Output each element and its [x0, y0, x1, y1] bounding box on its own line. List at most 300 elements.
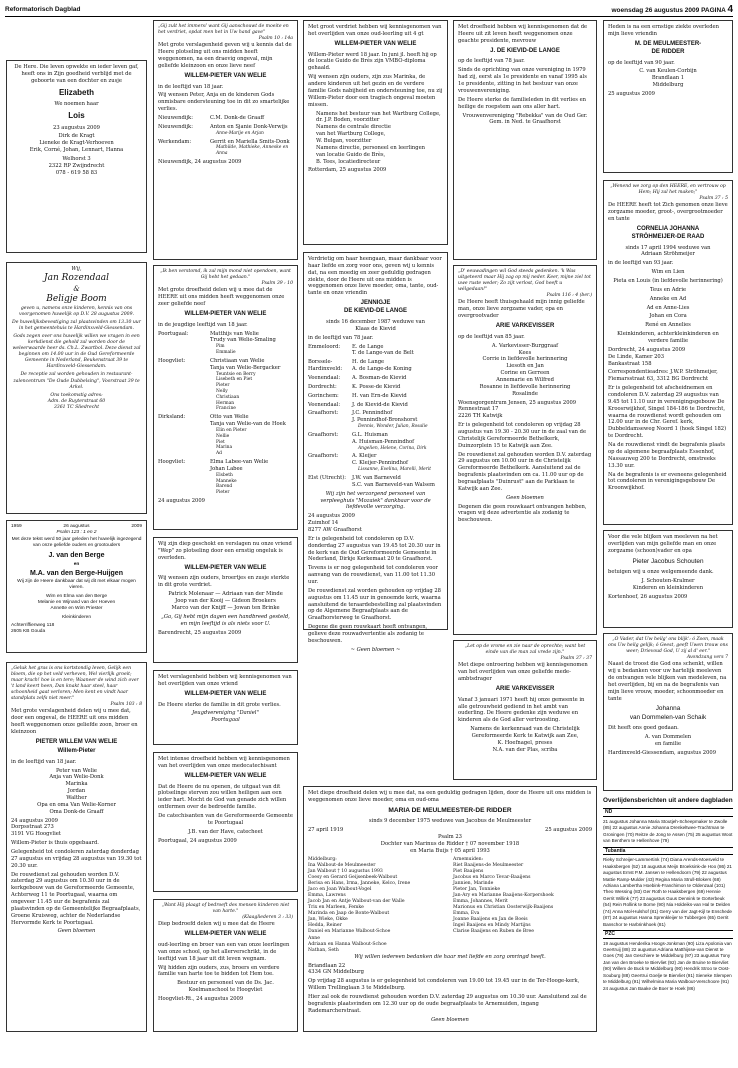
- obituary-college: [303, 20, 448, 245]
- future-address: Ons toekomstig adres: Adm. de Ruyterstraat 60 3361 TC Sliedrecht: [47, 392, 106, 410]
- row-kids: Anne-Marije en Arjan: [216, 130, 264, 136]
- row-names: [352, 375, 406, 382]
- overview-item: 21 augustus Johanna Maria Stoutjeh-Scheepmaker te Zwolle (85): [603, 819, 728, 831]
- family-right: Arnemuiden: Riet Baaijens-de Meulmeester Piet Baaijens Jacobus en Marco Tevar-Baaijens Jannien, Marinde Pieter Jan, Tonnieke Jan-Ary en Marianne Baaijens-Korpershoek Emma, Johannes, Merit Marionus en Christian Oosterwijk-Baaijens Emma, Eva Joanne Baaijens en Jan de Boeis Ingel Baaijens en Mindy Martijns Clarise Baaijens en Ruben de Bree: [453, 856, 554, 935]
- address: Welhorst 3 2322 RP Zwijndrecht 078 - 619 58 83: [48, 155, 105, 176]
- obituary-text: Wij zijn diep geschokt en verslagen nu onze vriend "Wep" zo plotseling door een ernstig ongeluk is overleden.: [158, 541, 292, 561]
- obituary-text: De Heere heeft thuisgehaald mijn innig geliefde man, onze lieve zorgzame vader, opa en overgrootvader: [458, 299, 585, 320]
- row-place: Dordrecht:: [308, 383, 337, 390]
- and-glyph: &: [73, 284, 80, 293]
- family-row: [158, 124, 293, 137]
- birth-date: 23 augustus 2009: [53, 124, 100, 131]
- deceased-age: in de leeftijd van 18 jaar.: [11, 758, 77, 765]
- overview-sections: [603, 808, 733, 991]
- date: 25 augustus 2009: [608, 90, 655, 97]
- no-flowers: Geen bloemen: [57, 928, 96, 935]
- overview-list: [603, 941, 733, 992]
- deceased-name: WILLEM-PIETER VAN WELIE: [184, 72, 267, 79]
- obituary-verse: „O Vader, dat Uw heilg' ons blijk': ó Zoon, maak ons Uw heilg gelijk; ó Geest, geeft Uwen trouw ons weer; Drievoud God, U zij al d' eer.": [608, 637, 728, 655]
- row-place: Nieuwendijk:: [158, 123, 193, 130]
- deceased-name: WILLEM-PIETER VAN WELIE: [184, 690, 267, 697]
- family-columns: [308, 857, 592, 954]
- row-names: [352, 402, 408, 409]
- row-name: Christiaan van Welie Tanja van Welie-Bergacker: [210, 357, 281, 371]
- row-place: Dirksland:: [158, 414, 186, 421]
- page-date-number: woensdag 26 augustus 2009 PAGINA 4: [611, 4, 733, 15]
- overview-item: 24 augustus Jan Baake de Boer te Hoek (86): [603, 985, 695, 991]
- verse-ref: Psalm 37 : 37: [560, 656, 592, 662]
- row-name: H. van Ern-de Kievid: [352, 392, 407, 399]
- family-row: [158, 358, 293, 412]
- row-names: [210, 124, 288, 137]
- obituary-text: Met intense droefheid hebben wij kennisgenomen van het overlijden van onze medecatechisant: [158, 756, 290, 769]
- wife-name: M.A. van den Berge-Huijgen: [30, 569, 123, 577]
- row-names: [210, 331, 276, 356]
- row-names: [210, 414, 286, 457]
- groom-name: Jan Rozendaal: [43, 272, 110, 283]
- overview-item: Anna Mol-Hulshof (81): [612, 908, 659, 914]
- wish-text: Dat de Heere de nu openen, de uitgaat van dit plotselinge sterven zou willen heiligen aan een ieder hart. Mocht de God van genade zich willen ontfermen over de bedroefde familie.: [158, 783, 287, 811]
- friend-pair: Patrick Molenaar — Adriaan van der Minde: [168, 591, 283, 598]
- deceased-name: Johanna van Dommelen-van Schaik: [629, 705, 707, 721]
- overview-item: Liza Apolonia van Geertruij (88): [603, 940, 732, 952]
- row-names: [352, 475, 435, 489]
- grandchildren: Kleinkinderen, achterkleinkinderen en verdere familie: [617, 331, 719, 345]
- death-date: Dordrecht, 24 augustus 2009: [608, 346, 686, 353]
- condolence-info-2: Tevens is er nog gelegenheid tot condoleren voor aanvang van de rouwdienst, van 11.00 tot 11.30 uur.: [308, 565, 438, 586]
- obituary-de-kievid: [303, 252, 448, 653]
- obituary-text-3: Wij hidden zijn ouders, zus, broers en verdere familie van harte toe te bidden tot Hem toe.: [158, 964, 280, 978]
- deceased-name: WILLEM-PIETER VAN WELIE: [184, 310, 267, 317]
- obituary-strohmeijer: [603, 180, 733, 525]
- laid-out-note: Willem-Pieter is thuis opgebaard.: [11, 840, 99, 847]
- page-header: [5, 2, 733, 17]
- obituary-uncles: [153, 265, 298, 530]
- death-date: 24 augustus 2009: [11, 817, 58, 824]
- catechist: J.B. van der Have, catecheet: [188, 828, 263, 835]
- row-name: E. de Lange T. de Lange-van de Belt: [352, 343, 414, 357]
- row-name: G.L. Huisman A. Huisman-Pennindhof: [352, 431, 415, 445]
- row-place: Hoogvliet:: [158, 459, 186, 466]
- deceased-name: WILLEM-PIETER VAN WELIE: [184, 772, 267, 779]
- deceased-age: in de leeftijd van 93 jaar.: [608, 260, 674, 267]
- row-place: Graafhorst:: [308, 410, 339, 417]
- row-place: Werkendam:: [158, 138, 192, 145]
- row-place: Elst (Utrecht):: [308, 475, 346, 482]
- funeral-info: De rouwdienst zal gehouden worden D.V. zaterdag 29 augustus om 10.30 uur in de kerkgebouw van de Gereformeerde Gemeente, Achterweg 11 te Poortugaal, waarna om ongeveer 11.45 uur de begrafenis zal plaatsvinden op de Gemeentelijke Begraafplaats, Groene Kruisweg, achter de Nederlandse Hervormde Kerk te Poortugaal.: [11, 871, 141, 926]
- row-names: [210, 139, 293, 157]
- overview-item: Geertrui Goelje te Biervliet (91): [631, 972, 695, 978]
- family-list: Peter van Welie Anja van Welie-Donk Marinka Jordan Walther Opa en oma Van Welie-Korner Oma Donk-de Graaff: [37, 767, 116, 815]
- obituary-catechism: [153, 752, 298, 892]
- condolence-info-2: Na de begrafenis is er eveneens gelegenheid tot condoleren in verenigingsgebouw De Kroonwijkhof.: [608, 471, 727, 492]
- deceased-age: op de leeftijd van 78 jaar.: [458, 58, 525, 65]
- obituary-text: Verdrietig om haar heengaan, maar dankbaar voor haar liefde en zorg voor ons, geven wij u kennis dat, na een moedig en zeer geduldig gedragen ziekte, door de Heere uit ons midden is weggenomen onze lieve moeder, oma, tante, oud-tante en onze vriendin: [308, 256, 442, 297]
- funeral-info: Hier zal ook de rouwdienst gehouden worden D.V. zaterdag 29 augustus om 10.30 uur. Aansluitend zal de begrafenis plaatsvinden om 12.30 uur op de oude begraafplaats te Arnemuiden, ingang Rademarcherstraat.: [308, 994, 587, 1014]
- family-member: Wim en Lien: [651, 269, 685, 276]
- signature: C. van Keulen-Corbijn Brandlaan 1 Middelburg: [639, 68, 697, 89]
- deceased-name: WILLEM-PIETER VAN WELIE: [334, 40, 417, 47]
- anniversary-date: 26 augustus: [63, 524, 90, 529]
- family-member: Johan en Cora: [649, 313, 687, 320]
- row-name: Elma Labee-van Welie Johan Labee: [210, 459, 269, 472]
- family-rows: [158, 115, 293, 157]
- condolence-info: Gelegenheid tot condoleren zaterdag donderdag 27 augustus en vrijdag 28 augustus van 19.30 tot 20.30 uur.: [11, 849, 142, 869]
- overview-item: Hennie Gerrit Willink (77): [603, 889, 721, 901]
- row-kids: Lissanne, Evelina, Marelli, Merit: [358, 467, 431, 473]
- overview-item: Jan de Bruine te Biervliet (90): [603, 959, 729, 972]
- obituary-verse: „D' eeuwadingen wil God steeds gedenken. 'k Was uitgeteerd maar Hij zag op mij neder. Keer, mijne ziel tot uwe ruste weder; Zo zijt verlost, God heeft u wélgedaan!": [458, 269, 591, 293]
- family-member: Anneke en Ad: [649, 295, 687, 302]
- obituary-text: Met grote verslagenheid delen wij u mee dat, door een ongeval, de HEERE uit ons midden heeft weggenomen onze geliefde zoon, broer en kleinzoon: [11, 708, 138, 736]
- anniversary-family: Wim en Elma van den Berge Melanie en Wijnand van der Hoeven Annette en Wim Priester: [37, 593, 116, 612]
- wedding-announcement: [6, 262, 147, 514]
- anniversary-verse: Psalm 123 : 1 en 2: [56, 530, 97, 536]
- row-place: Nieuwendijk:: [158, 114, 193, 121]
- row-kids: Angelien, Helene, Corina, Dirk: [358, 445, 427, 451]
- overview-item: 22 augustus Mattie Ramp-Mulder (43): [603, 870, 727, 882]
- thanks-text: Voor die vele blijken van meeleven na het overlijden van mijn geliefde man en onze zorgzame (schoon)vader en opa: [608, 534, 718, 554]
- deceased-name: CORNELIA JOHANNA STRÖHMEIJER-DE RAAD: [631, 225, 705, 240]
- correspondence: Correspondentieadres: J.W.P. Ströhmeijer, Fiemarsstraat 63, 3312 BG Dordrecht: [608, 369, 718, 383]
- obituary-womens-club: [453, 20, 597, 260]
- row-place: Veenendaal:: [308, 374, 341, 381]
- overview-item: 22 augustus Annie Johanna Drenkeltwee-Trachtman te Groningen (70): [603, 825, 725, 837]
- bride-name: Beligje Boom: [46, 293, 107, 304]
- family-row: [308, 410, 443, 430]
- row-kids: Mathilde, Mathieke, Anneske en Anna: [216, 145, 289, 157]
- deceased-age: in de leeftijd van 18 jaar.: [158, 83, 224, 90]
- verse-ref: Psalm 39 : 10: [261, 281, 293, 287]
- birth-date: 27 april 1919: [308, 827, 344, 834]
- funeral-info: De rouwdienst zal worden gehouden op vrijdag 28 augustus om 11.45 uur in genoemde kerk, waarna aansluitend de teraardebestelling zal plaatsvinden op de Algemene Begraafplaats aan de Graafhorsterweg te Graafhorst.: [308, 587, 442, 622]
- call-label: We noemen haar: [54, 101, 99, 108]
- overview-item: Hendrik Stroo te Oost-Souburg (88): [603, 966, 730, 978]
- wedding-intro: Wij,: [71, 266, 82, 272]
- family-row: [308, 453, 443, 473]
- obituary-text-2: Vanaf 3 januari 1971 heeft hij onze gemeente in alle getrouwheid gediend in het ambt van ouderling. De Heere gedenke zijn weduwe en kinderen als de God aller vertroosting.: [458, 696, 585, 724]
- verse-ref: Psalm 37 : 5: [699, 196, 728, 202]
- birth-intro: De Here. Die leven opwekte en ieder leven gaf, heeft ons in Zijn goedheid verblijd met de geboorte van een dochter en zusje: [14, 64, 139, 84]
- family-row: [308, 375, 443, 382]
- obituary-verse: „Want Hij plaagt of bedroeft des mensen kinderen niet van harte.": [161, 903, 290, 915]
- deceased-name: WILLEM-PIETER VAN WELIE: [184, 931, 267, 938]
- condolence-info: Er is gelegenheid tot afscheidnemen en condoleren D.V. zaterdag 29 augustus van 9.45 tot 11.10 uur in verenigingsgebouw De Kroosrwijkhof, Singel 184-186 te Dordrecht, waarna de rouwdienst wordt gehouden om 12.00 uur in de Chr. Geref. kerk, Dubbeldamseweg Noord 1 (hoek Singel 182) te Dordrecht.: [608, 385, 727, 440]
- overview-item: 23 augustus Guus Dennink te Gorterbeuk (54): [603, 895, 725, 908]
- obituary-varkevisser-family: [453, 265, 597, 635]
- family-row: [308, 359, 443, 373]
- deceased-name: JENNIGJE DE KIEVID-DE LANGE: [343, 300, 407, 315]
- psalm-ref: Psalm 23: [438, 834, 462, 841]
- obituary-grandmother: [153, 20, 298, 260]
- signature: Vrouwenvereniging "Rebekka" van de Oud Ger. Gem. in Ned. te Graafhorst: [462, 112, 588, 126]
- row-names: [352, 453, 431, 473]
- deceased-age: op de leeftijd van 90 jaar.: [608, 59, 675, 66]
- family-member: Pieta en Louis (in liefdevolle herinnering): [613, 278, 723, 285]
- deceased-name: WILLEM-PIETER VAN WELIE: [184, 564, 267, 571]
- life-dates: [308, 827, 592, 834]
- signature: J. Schouten-Kralmer Kinderen en kleinkinderen: [632, 577, 704, 591]
- no-flowers: Geen bloemen: [431, 1016, 469, 1023]
- widow-of: sinds 16 december 1987 weduwe van Klaas de Kievid: [326, 318, 425, 332]
- row-kids: Teuntsie en Berry Lisebeth en Piet Pieter Nelly Christiaan Herman Francine: [216, 371, 256, 412]
- row-kids: Pim Emmalie: [216, 344, 236, 356]
- address: Briandlaan 22 4334 GN Middelburg: [308, 962, 364, 976]
- signature: De catechisanten van de Gereformeerde Gemeente te Poortugaal: [158, 813, 293, 826]
- verse-ref: Psalm 116 : 4 (ber.): [546, 293, 592, 299]
- friends-list: [158, 591, 293, 612]
- wish-text: De Heere sterke de familie in dit grote verlies.: [158, 701, 281, 708]
- other-papers-overview: [603, 797, 733, 1035]
- deceased-age: op de leeftijd van 85 jaar.: [458, 333, 525, 340]
- thanks-text: Naast de troost die God ons schenkt, willen wij u bedanken voor uw hartelijk meeleven de ontvangen vele blijken van medeleven, na het overlijden, bij en na de begrafenis van mijn lieve vrouw, moeder, schoonmoeder en tante: [608, 661, 727, 702]
- address: Rennestraat 17 2226 TH Katwijk: [458, 406, 503, 420]
- year-end: 2009: [131, 524, 142, 529]
- place-date: Barendrecht, 25 augustus 2009: [158, 629, 242, 636]
- family-row: [308, 402, 443, 409]
- obituary-verse: „Wenend we zorg op den HEERE, en vertrouw op Hem; Hij zal het maken;": [610, 184, 726, 196]
- row-name: Matthijs van Welie Trudy van Welie-Smaling: [210, 330, 276, 344]
- obituary-text-2: oud-leerling en broer van een van onze leerlingen van onze school, op het allerverschrikt, in de leeftijd van 18 jaar uit dit leven wegnam.: [158, 941, 290, 962]
- verse-ref: (Klaagliederen 3 : 33): [242, 915, 293, 921]
- thanks-text-2: Dit heeft ons goed gedaan.: [608, 725, 679, 732]
- row-name: J.W. van Barneveld S.C. van Barneveld-van Walsem: [352, 475, 435, 488]
- family-member: Teus en Adrie: [649, 286, 687, 293]
- wish-text: Wij wensen zijn ouders, broertjes en zusje sterkte in dit grote verdriet.: [158, 575, 290, 589]
- date: 24 augustus 2009: [158, 498, 205, 505]
- obituary-text: Met grote droefheid delen wij u mee dat de HEERE uit ons midden heeft weggenomen onze zeer geliefde neef: [158, 287, 285, 307]
- wish-text: Wij wensen Peter, Anja en de kinderen Gods onmisbare ondersteuning toe in dit zo smartelijke verlies.: [158, 92, 290, 113]
- death-date: 24 augustus 2009: [308, 513, 355, 520]
- obituary-school: [153, 899, 298, 1032]
- row-place: Gorinchem:: [308, 392, 339, 399]
- overview-title: Overlijdensberichten uit andere dagbladen: [603, 797, 733, 804]
- row-place: Graafhorst:: [308, 453, 339, 460]
- birth-announcement: [6, 60, 147, 253]
- obituary-verse: „Ik ben verstomd, ik zal mijn mond niet opendoen, want Gij hebt het gedaan.": [160, 269, 291, 281]
- row-name: C.M. Donk-de Graaff: [210, 114, 265, 121]
- place-date: Rotterdam, 25 augustus 2009: [308, 167, 387, 174]
- overview-item: 21 augustus Ernst P.M. Jansen te Hellendoorn (79): [603, 863, 732, 876]
- thanks-note: Wij willen iedereen bedanken die haar met liefde en zorg omringd heeft.: [354, 953, 546, 960]
- row-name: J. de Kievid-de Kievid: [352, 401, 408, 408]
- row-kids: Elin en Pieter Nellie Piet Marina Ad: [216, 428, 247, 457]
- family-row: [308, 432, 443, 452]
- address: Dorpsstraat 273 3191 VG Hoogvliet: [11, 824, 61, 838]
- overview-item: 25 augustus Woot van Benthem te Hellenhove (79): [603, 831, 733, 844]
- overview-item: Regina Maria Strull-Blokers (68): [655, 876, 721, 882]
- wedding-service: De huwelijksbevestiging zal plaatsvinden om 13.30 uur in het gemeentehuis te Hardinxveld-Giessendam.: [12, 319, 141, 332]
- overview-list: [603, 819, 733, 845]
- overview-item: Rein Rollink te Borne (90): [612, 902, 666, 908]
- obituary-friends: [153, 537, 298, 663]
- address: Zuimhof 14 8277 AW Graafhorst: [308, 520, 362, 534]
- row-kids: Elsbeth Manneke Barend Pieter: [216, 472, 237, 496]
- condolence-info: Er is gelegenheid tot condoleren op vrijdag 28 augustus van 19.30 - 20.30 uur in de zaal van de Christelijk Gereformeerde Bethelkerk, Duinzorplein 15 te Katwijk aan Zee.: [458, 422, 587, 449]
- anniversary-address: Achterriffienweg 118 2605 KB Gouda: [11, 623, 55, 635]
- row-names: [210, 459, 268, 496]
- family-row: [158, 139, 293, 157]
- row-names: [352, 410, 428, 430]
- obituary-verse: „Gij zult het immers! want Gij aanschouwt de moeite en het verdriet, opdat men het in Uw hand gave": [158, 24, 289, 36]
- death-date: Woensgorgentrum Jensen, 25 augustus 2009: [458, 399, 577, 406]
- address: De Linde, Kamer 203 Bankastraat 158: [608, 353, 664, 367]
- verse-ref: Psalm 103 : 8: [110, 702, 142, 708]
- funeral-info: Na de rouwdienst vindt de begrafenis plaats op de algemene begraafplaats Essenhof, Nassauweg 200 te Dordrecht, omstreeks 13.30 uur.: [608, 442, 726, 469]
- friend-pair: Marco van der Knijff — Jowan ten Brinke: [171, 604, 280, 611]
- anniversary-wish: Wij zijn de Heere dankbaar dat wij dit met elkaar mogen vieren.: [17, 579, 136, 591]
- widow-of: sinds 17 april 1994 weduwe van Adriaan Ströhmeijer: [625, 244, 711, 258]
- family-member: Ad en Anne-Lies: [646, 304, 690, 311]
- obituary-varkevisser-church: [453, 640, 597, 780]
- row-name: A. Bosman-de Kievid: [352, 374, 407, 381]
- row-place: Poortugaal:: [158, 330, 189, 337]
- parents-note: Dochter van Marinus de Ridder † 07 november 1918 en Maria Buijs † 05 april 1993: [380, 841, 520, 854]
- place-date: Nieuwendijk, 24 augustus 2009: [158, 158, 242, 165]
- thanks-text-2: betuigen wij u onze welgemeende dank.: [608, 569, 714, 576]
- overview-section-title: PZC: [603, 930, 733, 939]
- husband-name: J. van den Berge: [48, 552, 105, 560]
- obituary-text: Met diepe droefheid delen wij u mee dat, na een geduldig gedragen lijden, door de Heere uit ons midden is weggenomen onze lieve moeder, oma en oud-oma: [308, 790, 592, 803]
- row-kids: Dennis, Wonder, Julian, Rosalie: [358, 424, 428, 430]
- obituary-text-2: Sinds de oprichting van onze vereniging in 1979 had zij, eerst als 1e presidente en vanaf 1995 als 1e presidente, zitting in het bestuur van onze vrouwenvereniging.: [458, 67, 587, 94]
- family-left: Middelburg: Ina Walbout-de Meulmeester Jan Walbout † 10 augustus 1993 Coesy en Gerard Geijsenbeek-Walbout Berisa en Hans, Irma, Janneke, Kelco, Irene Jaco en Joan Walbout-Vogel Emma, Lawrens Jacob Jan en Antje Walbout-van der Walle Trix en Marleen, Femke Marinda en Jaap de Bonte-Walbout Jan, Wieke, Okke Hedda, Reiner Daniel en Marianne Walbout-Schoe Anne Adriaan en Hanna Walbout-Schoe Nathan, Seth: [308, 856, 411, 953]
- anniversary-intro: Met deze tekst werd 50 jaar geleden het huwelijk ingezegend van onze geliefde ouders en grootouders: [11, 536, 142, 548]
- row-place: Hoogvliet:: [158, 357, 186, 364]
- and-word: en: [73, 561, 80, 567]
- obituary-text-2: Willem-Pieter werd 18 jaar. In juni jl. heeft hij op de locatie Guido de Brès zijn VMBO-diploma gehaald.: [308, 51, 437, 72]
- row-name: Anton en Sjanie Donk-Verwijs: [210, 123, 288, 130]
- place-date: Hardinxveld-Giessendam, augustus 2009: [608, 749, 717, 756]
- family-row: [158, 115, 293, 122]
- deceased-name: MARIA DE MEULMEESTER-DE RIDDER: [388, 806, 512, 814]
- family-row: [158, 459, 293, 496]
- overview-section-title: ND: [603, 808, 733, 817]
- overview-section-title: Tubantia: [603, 847, 733, 856]
- funeral-info: De rouwdienst zal gehouden worden D.V. zaterdag 29 augustus om 10.00 uur in de Christelijk Gereformeerde Bethelkerk. Aansluitend zal de begrafenis plaatsvinden om ca. 11.00 uur op de begraafplaats "Duinrust" aan de Parklaan te Katwijk aan Zee.: [458, 451, 592, 492]
- deceased-name: ARIE VARKEVISSER: [495, 685, 555, 692]
- deceased-name: ARIE VARKEVISSER: [495, 322, 555, 329]
- obituary-willem-pieter-family: [6, 662, 147, 1032]
- death-date: 25 augustus 2009: [545, 827, 592, 834]
- no-card-note: Degenen die geen rouwkaart ontvangen hebben, vragen wij deze advertentie als zodanig te beschouwen.: [458, 503, 587, 524]
- newspaper-name: Reformatorisch Dagblad: [5, 6, 81, 13]
- deceased-name: M. DE MEULMEESTER- DE RIDDER: [634, 40, 702, 55]
- row-names: [352, 432, 427, 452]
- widow-of: sinds 9 december 1975 weduwe van Jacobus de Meulmeester: [368, 818, 532, 825]
- condolence-info: Er is gelegenheid tot condoleren op D.V. donderdag 27 augustus van 19.45 tot 20.30 uur in de kerk van de Oud Gereformeerde Gemeente in Nederland, Dirkje Kerkemaat 20 te Graafhorst.: [308, 535, 441, 563]
- overview-item: Willem de Buck te Middelburg (90): [612, 966, 683, 972]
- family-row: [308, 475, 443, 489]
- overview-item: Sieneke Slempen te Middelburg (91): [603, 972, 732, 985]
- obituary-friend-de-ridder: [603, 20, 733, 173]
- obituary-youth-club: [153, 670, 298, 745]
- obituary-de-meulmeester: [303, 786, 597, 1032]
- call-name: Lois: [68, 110, 85, 120]
- overview-item: Adriana Lambertha Hoebink-Franchimon te Oldenzaal (101): [603, 883, 726, 889]
- row-name: Otto van Welie Tanja van Welie-van de Hoek: [210, 414, 286, 428]
- overview-item: 18 augustus Meijn Broeksink-de Hoo (86): [641, 863, 726, 869]
- row-names: [210, 358, 280, 412]
- obituary-verse: „Geluk het gras is ons kortstondig leven, Gelijk een bloem, die op het veld verheven, Wel vierlijk groeit; maar krach! hoe is en tere; Waaneer de wind zich over 't land keert heen, Dan knakt haar steel, haar schoonheid gaat verloren; Men kent en vindt haar standplats zelfs niet meer.": [11, 666, 139, 702]
- family-groups: [158, 331, 293, 497]
- family-row: [308, 393, 443, 400]
- wedding-church: Gods zegen over ons huwelijk willen we vragen in een kerkdienst die gehold zal worden door de weleerwaarde heer ds. Ch.L. Zwartbol. Deze dienst zal beginnen om 14.00 uur in de Oud Gereformeerde Gemeente in Nederland, Beukenstraat 39 te Hardinxveld-Giessendam.: [12, 334, 141, 370]
- parents: Dirk de Kragt Lieneke de Kragt-Verhoeven Erik, Corné, Johan, Lennart, Hanna: [29, 133, 124, 154]
- no-flowers: ~ Geen bloemen ~: [350, 646, 401, 653]
- signature: Jeugdvereniging "Daniel" Poortugaal: [192, 710, 259, 724]
- overview-item: Nia Holdeiks-van Hal te Delden (74): [603, 902, 731, 914]
- obituary-text: Met grote verslagenheid geven wij u kennis dat de Heere plotseling uit ons midden heeft weggenomen, na een draevig ongeval, mijn geliefde kleinzoon en onze lieve neef: [158, 42, 292, 69]
- signature: Namens de kerkenraad van de Christelijk Gereformeerde Kerk te Katwijk aan Zee, K. Hoefnagel, preses N.A. van der Plas, scriba: [470, 726, 580, 753]
- family-row: [158, 331, 293, 356]
- verse-ref: Avondzang vers 7: [686, 655, 728, 661]
- no-card-note: Degene die geen rouwkaart heeft ontvangen, gelieve deze rouwadvertentie als zodanig te beschouwen.: [308, 624, 428, 644]
- obituary-verse: „Let op de vrome en zie naar de oprechte; want het einde van die man zal vrede zijn.": [464, 644, 586, 656]
- friend-pair: Joop van der Kooij — Gideon Broekers: [175, 598, 276, 605]
- deceased-age: in de leeftijd van 78 jaar.: [308, 334, 374, 341]
- family-list: [608, 269, 728, 329]
- obituary-verse: „Ga, Gij hebt mijn dagen een handbreed gesteld, en mijn leeftijd is als niets voor U.: [161, 613, 290, 627]
- family-rows: [308, 344, 443, 489]
- family-row: [308, 384, 443, 391]
- deceased-name: J. DE KIEVID-DE LANGE: [490, 47, 560, 54]
- family-list: A. Varkevisser-Burggraaf Kees Corrie in liefdevolle herinnering Liesoth en Jan Corine en Gerreen Annemarie en Wilfred Rosanne in liefdevolle herinnering Rosalinde: [479, 342, 571, 397]
- child-name: Elizabeth: [58, 87, 95, 97]
- signature: A. van Dommelen en familie: [644, 734, 692, 748]
- row-name: Gerrit en Mariella Smits-Donk: [210, 138, 290, 145]
- row-place: Borssele-Hardinxveld:: [308, 359, 343, 373]
- thanks-van-dommelen: [603, 633, 733, 791]
- row-names: [210, 115, 264, 122]
- row-names: [352, 393, 407, 400]
- wedding-reception: De receptie zal worden gehouden in restaurant-zalencentrum "De Oude Dubbelsing", Voorstraat 39 te Arkel.: [13, 372, 140, 390]
- overview-item: Theo Wessing (83): [603, 889, 642, 895]
- overview-item: 19 augustus Henderika Hoogs-Jonkman (90): [603, 940, 695, 946]
- overview-item: Diana Arends-Moesveld te Haaksbergen (52): [603, 857, 725, 869]
- row-name: J.C. Pennindhof J. Pennindhof-Bronshorst: [352, 410, 418, 424]
- obituary-text: Diep bedroefd delen wij u mee dat de Heere: [158, 921, 275, 928]
- signature: Namens het bestuur van het Wartburg College, dr. J.P. Boden, voorzitter Namens de centrale directie van het Wartburg College, W. Bulgan, voorzitter Namens directie, personeel en leerlingen van locatie Guido de Brès, B. Tees, locatiedirecteur: [316, 110, 441, 165]
- deceased-callname: Willem-Pieter: [57, 747, 96, 754]
- row-names: [352, 344, 414, 358]
- signature: Bestuur en personeel van de Ds. Jac. Koelmanschool te Hoogvliet: [177, 980, 274, 994]
- obituary-text-3: Wij wensen zijn ouders, zijn zus Marinka, de andere kinderen uit het gezin en de verdere familie Gods nabijheid en ondersteuning toe, nu zij Willem-Pieter door een tragisch ongeval moeten missen.: [308, 74, 443, 108]
- obituary-text: De HEERE heeft tot Zich genomen onze lieve zorgzame moeder, groot-, overgrootmoeder en tante: [608, 202, 728, 222]
- verse-ref: Psalm 10 : 14a: [258, 36, 293, 42]
- overview-item: Rieky Schreijer-Lammertink (74): [603, 857, 669, 863]
- row-names: [352, 359, 412, 373]
- row-names: [352, 384, 400, 391]
- row-place: Graafhorst:: [308, 431, 339, 438]
- no-flowers: Geen bloemen: [506, 494, 544, 501]
- obituary-text: Met verslagenheid hebben wij kennisgenomen van het overlijden van onze vriend: [158, 674, 292, 687]
- deceased-name: Pieter Jacobus Schouten: [632, 557, 704, 565]
- thanks-schouten: [603, 530, 733, 628]
- family-row: [158, 414, 293, 457]
- row-place: Emmeloord:: [308, 343, 341, 350]
- obituary-text: Heden is na een ernstige ziekte overleden mijn lieve vriendin: [608, 24, 719, 37]
- row-name: H. de Lange A. de Lange-de Koning: [352, 359, 412, 373]
- family-member: René en Annelies: [645, 322, 691, 329]
- overview-item: Gerry van der Jagt-Kijl te Enschede (87): [603, 908, 732, 921]
- obituary-text: Met diepe ontroering hebben wij kennisgenomen van het overlijden van onze geliefde mede-ambtsdrager: [458, 662, 588, 682]
- overview-item: 24 augustus Hanna Sprenkleijer te Tubbergen (65): [612, 915, 716, 921]
- obituary-text-3: De Heere sterke de familieleden in dit verlies en heilige de roepstem aan ons aller hart.: [458, 96, 586, 110]
- deceased-age: in de jeugdige leeftijd van 18 jaar.: [158, 321, 248, 328]
- obituary-text: Met droefheid hebben wij kennisgenomen dat de Heere uit zit leven heeft weggenomen onze geachte presidente, mevrouw: [458, 24, 588, 44]
- family-row: [308, 344, 443, 358]
